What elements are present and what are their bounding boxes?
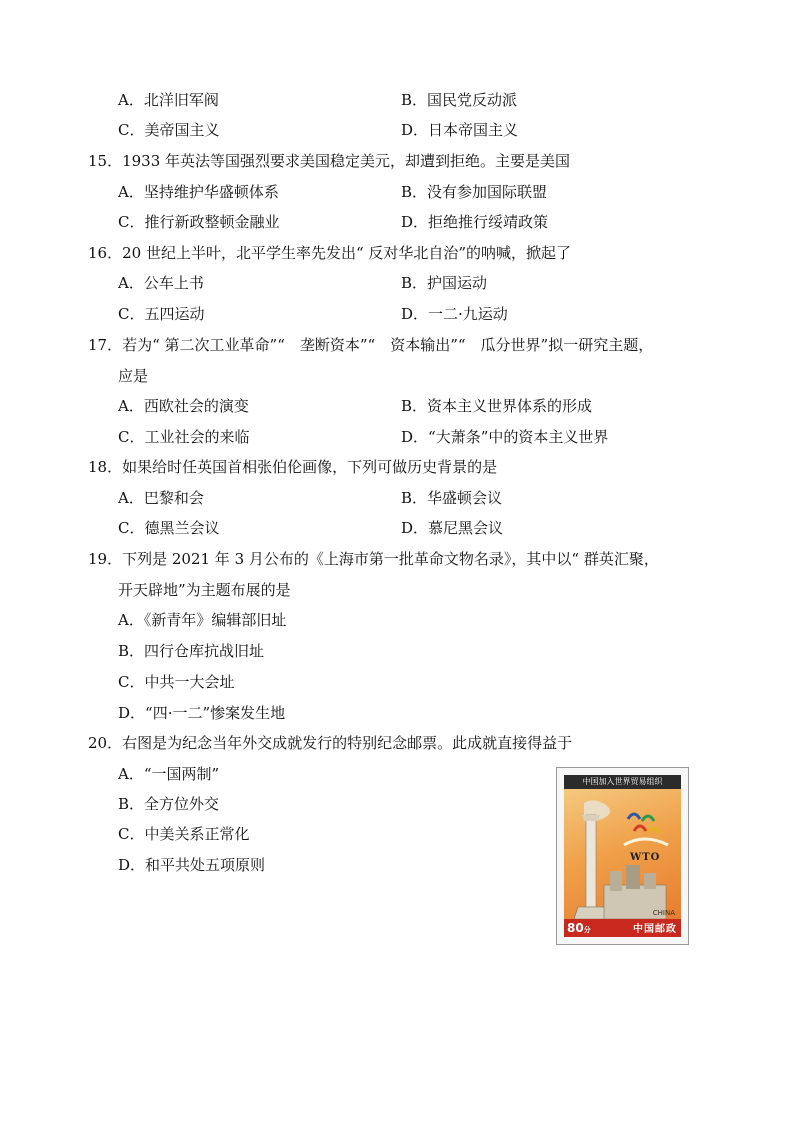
text-line: B．国民党反动派 [401,91,518,109]
text-line: C．中共一大会址 [118,673,235,691]
text-line: A．《新青年》编辑部旧址 [118,611,287,629]
stamp-artwork [564,775,681,937]
stamp-china-text: CHINA [652,909,675,917]
text-line: 应是 [118,367,149,385]
stamp-wto-text: WTO [630,852,661,863]
text-line: C．五四运动 [118,305,205,323]
wto-stamp-image [556,767,689,945]
text-line: 开天辟地”为主题布展的是 [118,581,291,599]
text-line: 19．下列是 2021 年 3 月公布的《上海市第一批革命文物名录》，其中以“ 群英汇聚， [88,550,659,568]
stamp-top-banner: 中国加入世界贸易组织 [564,775,681,789]
text-line: A．巴黎和会 [118,489,204,507]
text-line: 17．若为“ 第二次工业革命”“ 垄断资本”“ 资本输出”“ 瓜分世界”拟一研究主题， [88,336,654,354]
text-line: 18．如果给时任英国首相张伯伦画像，下列可做历史背景的是 [88,458,498,476]
stamp-value-number: 80 [567,921,584,935]
text-line: D．日本帝国主义 [401,121,519,139]
text-line: C．德黑兰会议 [118,519,220,537]
text-line: C．推行新政整顿金融业 [118,213,280,231]
text-line: D．慕尼黑会议 [401,519,504,537]
text-line: A．北洋旧军阀 [118,91,219,109]
text-line: D．拒绝推行绥靖政策 [401,213,549,231]
text-line: D．“大萧条”中的资本主义世界 [401,428,609,446]
text-line: A．公车上书 [118,274,204,292]
text-line: D．一二·九运动 [401,305,508,323]
stamp-country: 中国邮政 [633,924,677,935]
text-line: B．资本主义世界体系的形成 [401,397,593,415]
text-line: A．坚持维护华盛顿体系 [118,183,279,201]
text-line: C．中美关系正常化 [118,825,250,843]
text-line: B．没有参加国际联盟 [401,183,548,201]
text-line: C．美帝国主义 [118,121,220,139]
text-line: A．西欧社会的演变 [118,397,249,415]
stamp-bottom-bar [564,919,681,937]
text-line: B．四行仓库抗战旧址 [118,642,265,660]
text-line: A．“一国两制” [118,765,220,783]
text-line: 15．1933 年英法等国强烈要求美国稳定美元，却遭到拒绝。主要是美国 [88,152,571,170]
text-line: 16．20 世纪上半叶，北平学生率先发出“ 反对华北自治”的呐喊，掀起了 [88,244,572,262]
text-line: B．全方位外交 [118,795,220,813]
stamp-value-unit: 分 [583,926,591,934]
stamp-value [567,921,591,935]
text-line: D．“四·一二”惨案发生地 [118,704,286,722]
text-line: C．工业社会的来临 [118,428,250,446]
text-line: D．和平共处五项原则 [118,856,266,874]
text-line: 20．右图是为纪念当年外交成就发行的特别纪念邮票。此成就直接得益于 [88,734,573,752]
text-line: B．护国运动 [401,274,488,292]
text-line: B．华盛顿会议 [401,489,503,507]
